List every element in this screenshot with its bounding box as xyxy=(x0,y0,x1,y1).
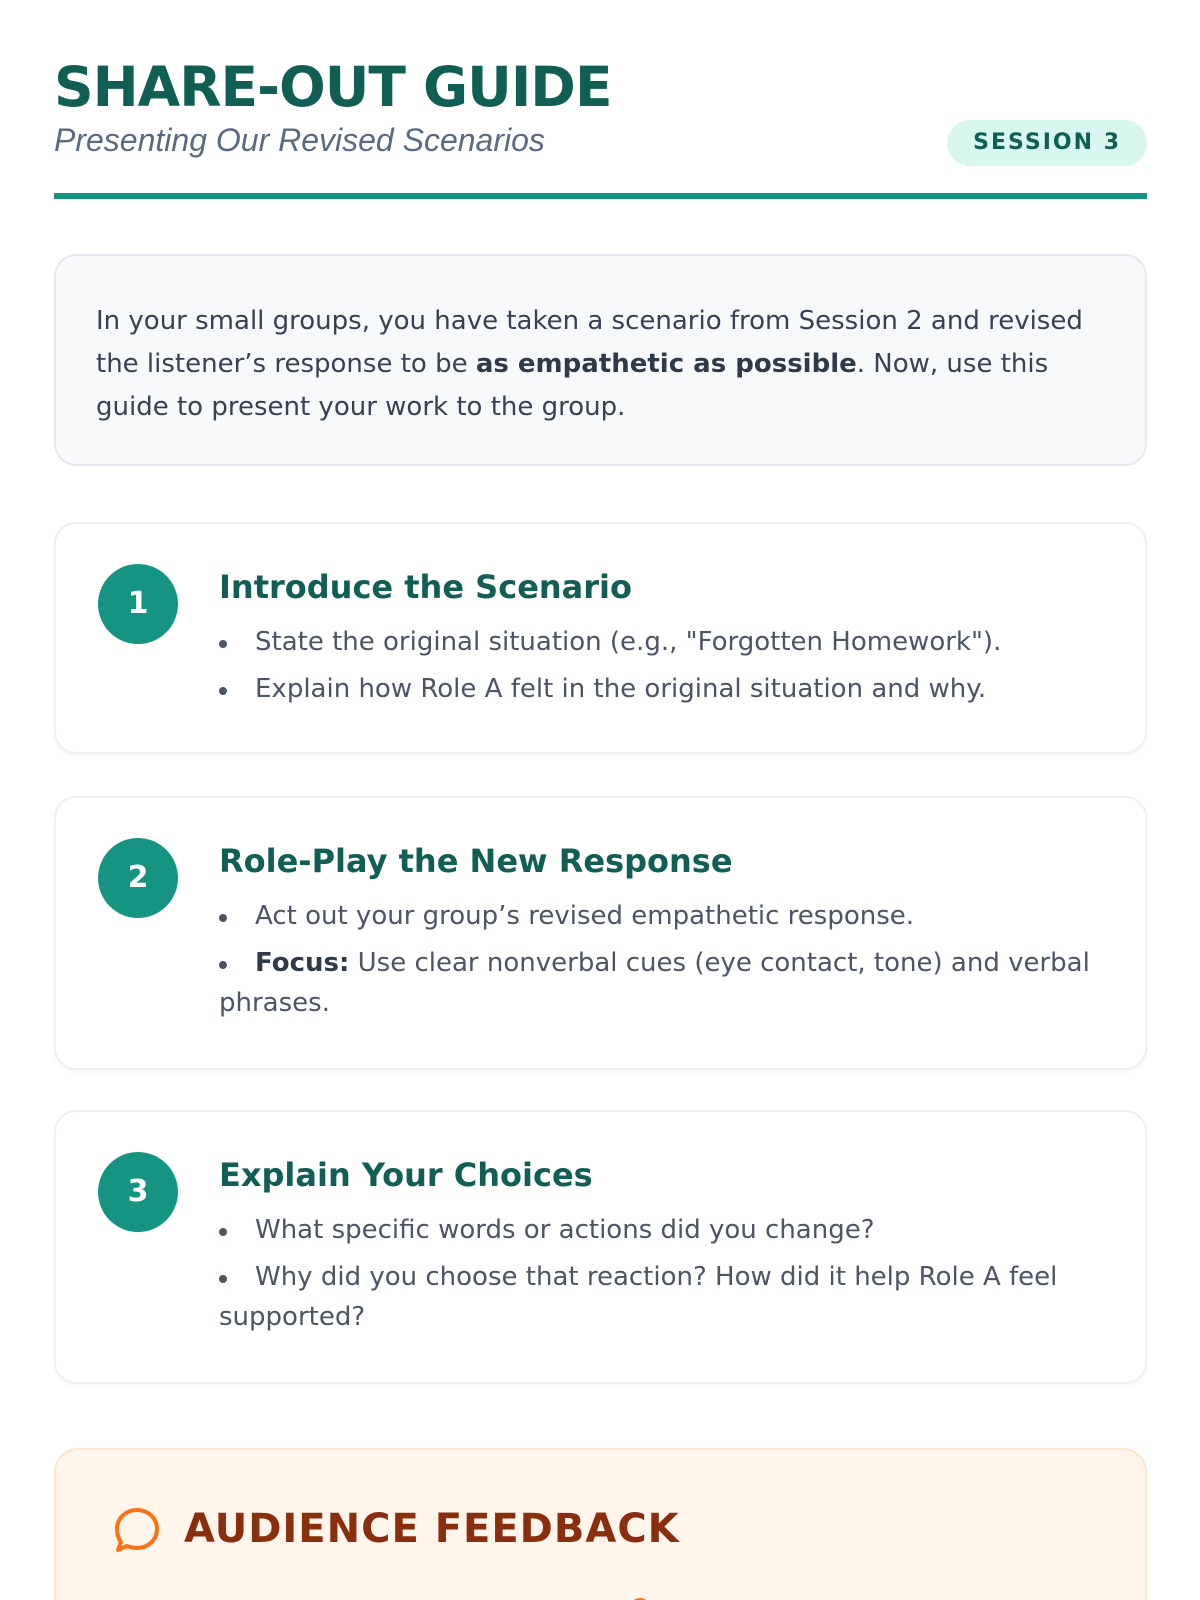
step-card-3 xyxy=(54,1110,1147,1384)
intro-text-emphasis: as empathetic as possible xyxy=(475,349,857,379)
step-body xyxy=(219,840,1099,1030)
page-subtitle: Presenting Our Revised Scenarios xyxy=(54,122,545,158)
step-bullet-focus xyxy=(219,943,1099,1023)
step-bullet-list xyxy=(219,622,1099,709)
step-title: Role-Play the New Response xyxy=(219,842,733,880)
intro-box xyxy=(54,254,1147,466)
focus-label: Focus: xyxy=(255,948,350,978)
intro-text-start: In your small groups, you have taken a scenario from Session 2 and revised the listener’s response to be xyxy=(96,306,1083,379)
step-card-1 xyxy=(54,522,1147,754)
step-bullet: Act out your group’s revised empathetic response. xyxy=(219,896,1099,936)
step-body xyxy=(219,1154,1099,1344)
step-number-badge: 3 xyxy=(98,1152,178,1232)
step-number-badge: 1 xyxy=(98,564,178,644)
step-body xyxy=(219,566,1099,716)
step-title: Introduce the Scenario xyxy=(219,568,632,606)
chat-bubble-icon xyxy=(111,1504,163,1556)
step-bullet: State the original situation (e.g., "Forgotten Homework"). xyxy=(219,622,1099,662)
intro-text-end: . Now, use this guide to present your work to the group. xyxy=(96,349,1049,422)
step-number-badge: 2 xyxy=(98,838,178,918)
step-bullet: What specific words or actions did you change? xyxy=(219,1210,1099,1250)
session-badge: SESSION 3 xyxy=(947,120,1147,166)
audience-feedback-box xyxy=(54,1448,1147,1600)
step-bullet: Why did you choose that reaction? How did it help Role A feel supported? xyxy=(219,1257,1099,1337)
step-bullet-list xyxy=(219,896,1099,1023)
header-divider xyxy=(54,193,1147,199)
focus-text: Use clear nonverbal cues (eye contact, tone) and verbal phrases. xyxy=(219,948,1090,1018)
step-title: Explain Your Choices xyxy=(219,1156,593,1194)
step-card-2 xyxy=(54,796,1147,1070)
step-bullet-list xyxy=(219,1210,1099,1337)
page-title: SHARE-OUT GUIDE xyxy=(54,55,612,119)
step-bullet: Explain how Role A felt in the original situation and why. xyxy=(219,669,1099,709)
page-header xyxy=(54,52,1147,160)
feedback-title: AUDIENCE FEEDBACK xyxy=(184,1506,680,1552)
